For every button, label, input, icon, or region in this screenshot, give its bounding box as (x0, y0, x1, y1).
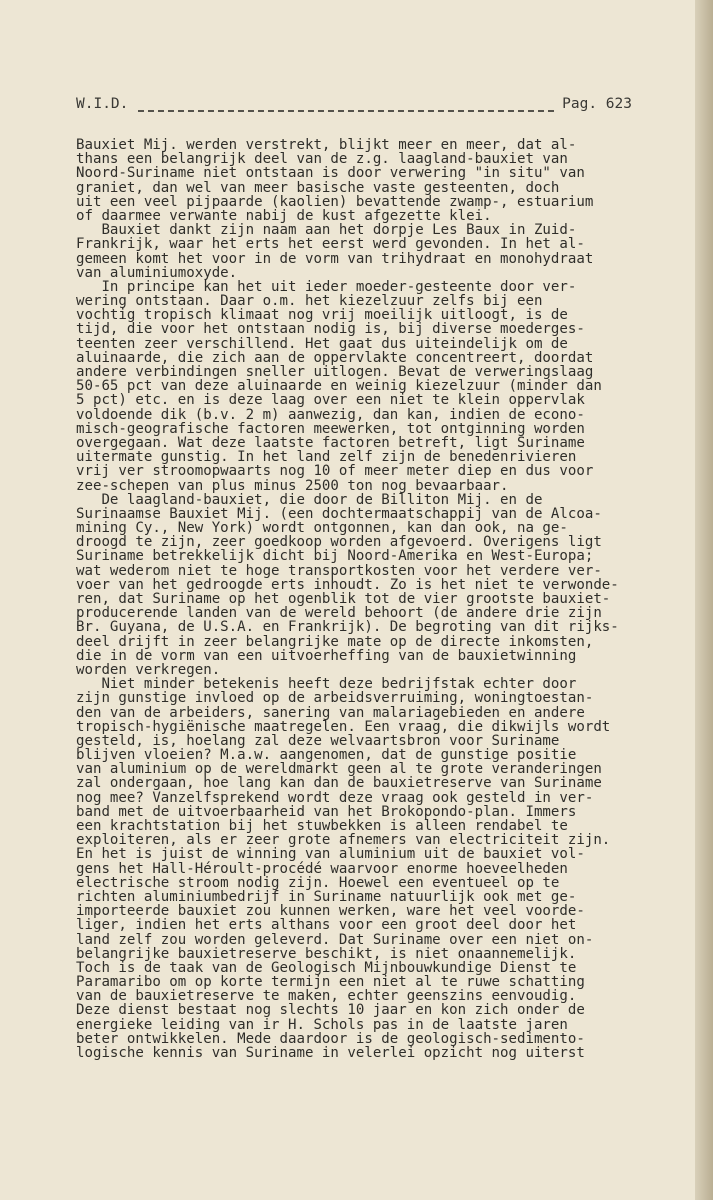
text-line: uitermate gunstig. In het land zelf zijn de benedenrivieren (76, 449, 577, 466)
text-line: Noord-Suriname niet ontstaan is door verwering "in situ" van (76, 165, 585, 182)
text-line: De laagland-bauxiet, die door de Billiton Mij. en de (76, 491, 543, 508)
text-line: van aluminium op de wereldmarkt geen al te grote veranderingen (76, 761, 602, 778)
text-line: Paramaribo om op korte termijn een niet al te ruwe schatting (76, 974, 585, 991)
text-line: Suriname betrekkelijk dicht bij Noord-Amerika en West-Europa; (76, 548, 594, 565)
page-number: Pag. 623 (562, 96, 632, 112)
text-line: droogd te zijn, zeer goedkoop worden afgevoerd. Overigens ligt (76, 534, 602, 551)
text-line: vochtig tropisch klimaat nog vrij moeilijk uitloogt, is de (76, 307, 568, 324)
text-line: gemeen komt het voor in de vorm van trihydraat en monohydraat (76, 250, 594, 267)
header-dashed-rule (138, 110, 554, 112)
text-line: belangrijke bauxietreserve beschikt, is niet onaannemelijk. (76, 945, 577, 962)
text-line: zal ondergaan, hoe lang kan dan de bauxietreserve van Suriname (76, 775, 602, 792)
text-line: logische kennis van Suriname in velerlei opzicht nog uiterst (76, 1045, 585, 1061)
text-line: Toch is de taak van de Geologisch Mijnbouwkundige Dienst te (76, 959, 577, 976)
text-line: ren, dat Suriname op het ogenblik tot de vier grootste bauxiet- (76, 591, 611, 607)
text-line: vrij ver stroomopwaarts nog 10 of meer meter diep en dus voor (76, 463, 594, 480)
text-line: die in de vorm van een uitvoerheffing van de bauxietwinning (76, 647, 577, 664)
text-line: van de bauxietreserve te maken, echter geenszins eenvoudig. (76, 988, 577, 1005)
text-line: electrische stroom nodig zijn. Hoewel een eventueel op te (76, 874, 560, 891)
text-line: 50-65 pct van deze aluinaarde en weinig kiezelzuur (minder dan (76, 378, 602, 395)
text-line: energieke leiding van ir H. Schols pas in de laatste jaren (76, 1016, 568, 1033)
text-line: Bauxiet Mij. werden verstrekt, blijkt meer en meer, dat al- (76, 137, 577, 153)
text-line: thans een belangrijk deel van de z.g. laagland-bauxiet van (76, 151, 568, 168)
text-line: Bauxiet dankt zijn naam aan het dorpje Les Baux in Zuid- (76, 222, 577, 239)
text-line: worden verkregen. (76, 661, 221, 678)
text-line: graniet, dan wel van meer basische vaste gesteenten, doch (76, 179, 560, 196)
text-line: richten aluminiumbedrijf in Suriname natuurlijk ook met ge- (76, 888, 577, 905)
text-line: teenten zeer verschillend. Het gaat dus uiteindelijk om de (76, 335, 568, 352)
text-line: deel drijft in zeer belangrijke mate op de directe inkomsten, (76, 633, 594, 650)
text-line: band met de uitvoerbaarheid van het Brokopondo-plan. Immers (76, 803, 577, 820)
text-line: importeerde bauxiet zou kunnen werken, ware het veel voorde- (76, 903, 585, 920)
text-line: blijven vloeien? M.a.w. aangenomen, dat de gunstige positie (76, 747, 577, 764)
text-line: uit een veel pijpaarde (kaolien) bevattende zwamp-, estuarium (76, 193, 594, 210)
text-line: misch-geografische factoren meewerken, tot ontginning worden (76, 420, 585, 437)
text-line: overgegaan. Wat deze laatste factoren betreft, ligt Suriname (76, 434, 585, 451)
text-line: 5 pct) etc. en is deze laag over een niet te klein oppervlak (76, 392, 585, 409)
text-line: nog mee? Vanzelfsprekend wordt deze vraag ook gesteld in ver- (76, 789, 594, 806)
text-line: van aluminiumoxyde. (76, 264, 238, 281)
text-line: liger, indien het erts althans voor een groot deel door het (76, 917, 577, 934)
text-line: zijn gunstige invloed op de arbeidsverruiming, woningtoestan- (76, 690, 594, 707)
text-line: gesteld, is, hoelang zal deze welvaartsbron voor Suriname (76, 732, 560, 749)
text-line: mining Cy., New York) wordt ontgonnen, kan dan ook, na ge- (76, 520, 568, 537)
text-line: tropisch-hygiënische maatregelen. Een vraag, die dikwijls wordt (76, 718, 611, 735)
text-line: wat wederom niet te hoge transportkosten voor het verdere ver- (76, 562, 602, 579)
page-edge-shadow (695, 0, 713, 1200)
text-line: In principe kan het uit ieder moeder-gesteente door ver- (76, 278, 577, 295)
text-line: exploiteren, als er zeer grote afnemers van electriciteit zijn. (76, 832, 611, 849)
text-line: Br. Guyana, de U.S.A. en Frankrijk). De begroting van dit rijks- (76, 619, 619, 636)
text-line: aluinaarde, die zich aan de oppervlakte concentreert, doordat (76, 349, 594, 366)
text-line: land zelf zou worden geleverd. Dat Suriname over een niet on- (76, 931, 594, 948)
text-line: andere verbindingen sneller uitlogen. Bevat de verweringslaag (76, 364, 594, 380)
text-line: En het is juist de winning van aluminium uit de bauxiet vol- (76, 846, 585, 863)
text-line: Deze dienst bestaat nog slechts 10 jaar en kon zich onder de (76, 1002, 585, 1019)
text-line: Surinaamse Bauxiet Mij. (een dochtermaatschappij van de Alcoa- (76, 505, 602, 522)
text-line: voldoende dik (b.v. 2 m) aanwezig, dan kan, indien de econo- (76, 406, 585, 423)
text-line: Niet minder betekenis heeft deze bedrijfstak echter door (76, 676, 577, 693)
text-line: tijd, die voor het ontstaan nodig is, bij diverse moederges- (76, 321, 585, 338)
text-line: zee-schepen van plus minus 2500 ton nog bevaarbaar. (76, 477, 509, 494)
text-line: Frankrijk, waar het erts het eerst werd gevonden. In het al- (76, 236, 585, 253)
text-line: den van de arbeiders, sanering van malariagebieden en andere (76, 704, 585, 721)
text-line: of daarmee verwante nabij de kust afgezette klei. (76, 207, 492, 224)
page-header (76, 96, 632, 118)
body-text (76, 138, 636, 1060)
text-line: producerende landen van de wereld behoort (de andere drie zijn (76, 605, 602, 622)
header-left: W.I.D. (76, 96, 129, 112)
text-line: voer van het gedroogde erts inhoudt. Zo is het niet te verwonde- (76, 576, 619, 593)
text-line: beter ontwikkelen. Mede daardoor is de geologisch-sedimento- (76, 1030, 585, 1047)
text-line: een krachtstation bij het stuwbekken is alleen rendabel te (76, 818, 568, 834)
text-line: wering ontstaan. Daar o.m. het kiezelzuur zelfs bij een (76, 293, 543, 310)
text-line: gens het Hall-Héroult-procédé waarvoor enorme hoeveelheden (76, 860, 568, 877)
